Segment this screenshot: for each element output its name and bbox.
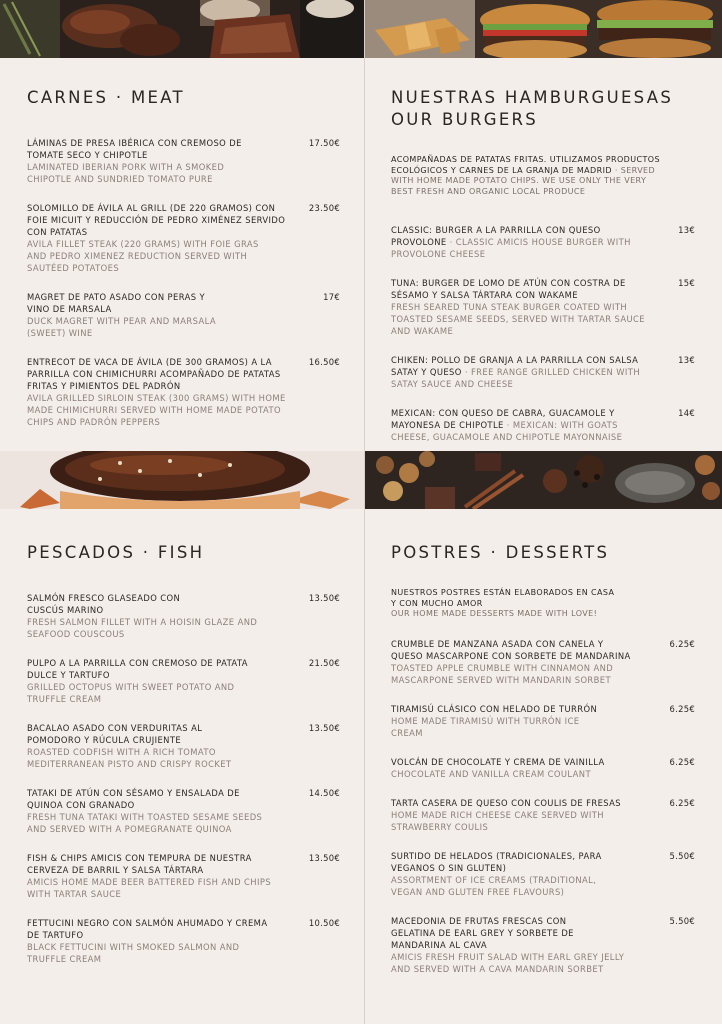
item-description: HOME MADE RICH CHEESE CAKE SERVED WITH STRAWBERRY COULIS: [391, 809, 605, 832]
desserts-section-title: POSTRES · DESSERTS: [391, 543, 610, 562]
desserts-intro: [391, 588, 621, 620]
item-description: FRESH SALMON FILLET WITH A HOISIN GLAZE AND SEAFOOD COUSCOUS: [27, 617, 258, 639]
menu-item: [27, 657, 340, 705]
item-description: ROASTED CODFISH WITH A RICH TOMATO MEDITERRANEAN PISTO AND CRISPY ROCKET: [27, 747, 232, 769]
intro-spanish: ACOMPAÑADAS DE PATATAS FRITAS. UTILIZAMOS PRODUCTOS ECOLÓGICOS Y CARNES DE LA GRANJA DE MADRID: [391, 155, 660, 175]
item-description: DUCK MAGRET WITH PEAR AND MARSALA (SWEET) WINE: [27, 316, 217, 338]
fish-items: [27, 592, 340, 965]
item-price: 6.25€: [669, 756, 695, 767]
item-name: LÁMINAS DE PRESA IBÉRICA CON CREMOSO DE TOMATE SECO Y CHIPOTLE: [27, 138, 242, 160]
menu-item: [27, 202, 340, 274]
item-separator: ·: [461, 367, 471, 377]
meat-section: [27, 87, 340, 445]
menu-item: [391, 407, 695, 443]
menu-item: [27, 852, 340, 900]
item-combined: [391, 354, 641, 390]
menu-item: [391, 277, 695, 337]
item-name: FISH & CHIPS AMICIS CON TEMPURA DE NUESTRA CERVEZA DE BARRIL Y SALSA TÁRTARA: [27, 853, 252, 875]
item-price: 15€: [678, 278, 695, 288]
item-name: SOLOMILLO DE ÁVILA AL GRILL (DE 220 GRAMOS) CON FOIE MICUIT Y REDUCCIÓN DE PEDRO XIMÉNEZ SERVIDO CON PATATAS: [27, 203, 286, 237]
item-description: CHOCOLATE AND VANILLA CREAM COULANT: [391, 768, 591, 779]
burgers-section-title: [391, 87, 695, 131]
item-price: 6.25€: [669, 638, 695, 649]
menu-item: [391, 850, 695, 898]
burgers-section: [391, 87, 695, 460]
item-price: 17€: [323, 292, 340, 302]
item-description: HOME MADE TIRAMISÚ WITH TURRÓN ICE CREAM: [391, 715, 580, 738]
item-price: 14.50€: [308, 788, 340, 798]
meat-section-title: CARNES · MEAT: [27, 88, 185, 107]
menu-item: [391, 703, 695, 739]
item-description: CLASSIC AMICIS HOUSE BURGER WITH PROVOLONE CHEESE: [391, 237, 631, 259]
menu-item: [391, 915, 695, 975]
item-price: 14€: [678, 408, 695, 418]
item-name: MEXICAN: CON QUESO DE CABRA, GUACAMOLE Y MAYONESA DE CHIPOTLE: [391, 408, 615, 430]
menu-item: [391, 638, 695, 686]
item-price: 13.50€: [308, 723, 340, 733]
intro-separator: ·: [611, 165, 621, 175]
item-separator: ·: [503, 420, 513, 430]
item-description: FRESH TUNA TATAKI WITH TOASTED SESAME SEEDS AND SERVED WITH A POMEGRANATE QUINOA: [27, 812, 263, 834]
item-name: SALMÓN FRESCO GLASEADO CON CUSCÚS MARINO: [27, 593, 181, 615]
menu-item: [27, 592, 340, 640]
menu-item: [27, 137, 340, 185]
item-name: TUNA: BURGER DE LOMO DE ATÚN CON COSTRA DE SÉSAMO Y SALSA TÁRTARA CON WAKAME: [391, 278, 626, 300]
item-separator: ·: [446, 237, 456, 247]
item-price: 16.50€: [308, 357, 340, 367]
menu-item: [391, 354, 695, 390]
item-price: 13€: [678, 225, 695, 235]
item-name: TARTA CASERA DE QUESO CON COULIS DE FRESAS: [391, 797, 621, 808]
fish-section: [27, 542, 340, 982]
item-description: LAMINATED IBERIAN PORK WITH A SMOKED CHIPOTLE AND SUNDRIED TOMATO PURE: [27, 162, 225, 184]
menu-item: [391, 224, 695, 260]
item-combined: [391, 224, 635, 260]
fish-photo-banner: [0, 451, 364, 509]
item-name: PULPO A LA PARRILLA CON CREMOSO DE PATATA DULCE Y TARTUFO: [27, 658, 248, 680]
column-divider: [364, 0, 365, 1024]
item-price: 6.25€: [669, 797, 695, 808]
menu-item: [27, 356, 340, 428]
burgers-title-line-1: NUESTRAS HAMBURGUESAS: [391, 88, 674, 107]
item-name: MAGRET DE PATO ASADO CON PERAS Y VINO DE MARSALA: [27, 292, 205, 314]
item-description: AVILA GRILLED SIRLOIN STEAK (300 GRAMS) WITH HOME MADE CHIMICHURRI SERVED WITH HOME MADE POTATO CHIPS AND PADRÓN PEPPERS: [27, 393, 286, 427]
item-name: VOLCÁN DE CHOCOLATE Y CREMA DE VAINILLA: [391, 756, 605, 767]
item-name: TIRAMISÚ CLÁSICO CON HELADO DE TURRÓN: [391, 703, 598, 714]
menu-item: [27, 722, 340, 770]
item-price: 13€: [678, 355, 695, 365]
intro-english: SERVED WITH HOME MADE POTATO CHIPS. WE USE ONLY THE VERY BEST FRESH AND ORGANIC LOCAL PRODUCE: [391, 165, 656, 196]
menu-item: [27, 787, 340, 835]
item-description: AMICIS FRESH FRUIT SALAD WITH EARL GREY JELLY AND SERVED WITH A CAVA MANDARIN SORBET: [391, 951, 625, 974]
item-price: 23.50€: [308, 203, 340, 213]
fish-section-title: PESCADOS · FISH: [27, 543, 205, 562]
item-description: AMICIS HOME MADE BEER BATTERED FISH AND CHIPS WITH TARTAR SAUCE: [27, 877, 272, 899]
item-description: AVILA FILLET STEAK (220 GRAMS) WITH FOIE GRAS AND PEDRO XIMENEZ REDUCTION SERVED WITH SAUTÉED POTATOES: [27, 239, 259, 273]
desserts-section: [391, 542, 695, 992]
item-name: ENTRECOT DE VACA DE ÁVILA (DE 300 GRAMOS) A LA PARRILLA CON CHIMICHURRI ACOMPAÑADO DE PATATAS FRITAS Y PIMIENTOS DEL PADRÓN: [27, 357, 281, 391]
item-price: 21.50€: [308, 658, 340, 668]
burger-photo-banner: [365, 0, 722, 58]
item-price: 13.50€: [308, 593, 340, 603]
item-description: BLACK FETTUCINI WITH SMOKED SALMON AND TRUFFLE CREAM: [27, 942, 240, 964]
item-price: 6.25€: [669, 703, 695, 714]
item-combined: [391, 407, 653, 443]
meat-photo-banner: [0, 0, 364, 58]
menu-item: [27, 291, 340, 339]
item-description: TOASTED APPLE CRUMBLE WITH CINNAMON AND MASCARPONE SERVED WITH MANDARIN SORBET: [391, 662, 614, 685]
item-description: FREE RANGE GRILLED CHICKEN WITH SATAY SAUCE AND CHEESE: [391, 367, 641, 389]
dessert-items: [391, 638, 695, 975]
item-name: BACALAO ASADO CON VERDURITAS AL POMODORO Y RÚCULA CRUJIENTE: [27, 723, 203, 745]
meat-items: [27, 137, 340, 428]
burgers-title-line-2: OUR BURGERS: [391, 110, 539, 129]
item-price: 5.50€: [669, 850, 695, 861]
intro-spanish: NUESTROS POSTRES ESTÁN ELABORADOS EN CASA Y CON MUCHO AMOR: [391, 588, 615, 608]
burgers-intro: [391, 155, 661, 197]
intro-english: OUR HOME MADE DESSERTS MADE WITH LOVE!: [391, 609, 598, 618]
item-description: MEXICAN: WITH GOATS CHEESE, GUACAMOLE AND CHIPOTLE MAYONNAISE: [391, 420, 623, 442]
item-price: 13.50€: [308, 853, 340, 863]
menu-item: [391, 756, 695, 780]
burger-items: [391, 224, 695, 443]
item-description: ASSORTMENT OF ICE CREAMS (TRADITIONAL, VEGAN AND GLUTEN FREE FLAVOURS): [391, 874, 597, 897]
item-description: FRESH SEARED TUNA STEAK BURGER COATED WITH TOASTED SESAME SEEDS, SERVED WITH TARTAR SAUCE AND WAKAME: [391, 302, 645, 336]
item-name: CRUMBLE DE MANZANA ASADA CON CANELA Y QUESO MASCARPONE CON SORBETE DE MANDARINA: [391, 638, 631, 661]
item-price: 17.50€: [308, 138, 340, 148]
item-name: FETTUCINI NEGRO CON SALMÓN AHUMADO Y CREMA DE TARTUFO: [27, 918, 268, 940]
item-name: CLASSIC: BURGER A LA PARRILLA CON QUESO PROVOLONE: [391, 225, 601, 247]
item-price: 5.50€: [669, 915, 695, 926]
item-name: MACEDONIA DE FRUTAS FRESCAS CON GELATINA DE EARL GREY Y SORBETE DE MANDARINA AL CAVA: [391, 915, 574, 950]
item-description: GRILLED OCTOPUS WITH SWEET POTATO AND TRUFFLE CREAM: [27, 682, 235, 704]
item-price: 10.50€: [308, 918, 340, 928]
item-name: TATAKI DE ATÚN CON SÉSAMO Y ENSALADA DE QUINOA CON GRANADO: [27, 788, 240, 810]
item-name: CHIKEN: POLLO DE GRANJA A LA PARRILLA CON SALSA SATAY Y QUESO: [391, 355, 639, 377]
item-name: SURTIDO DE HELADOS (TRADICIONALES, PARA VEGANOS O SIN GLUTEN): [391, 850, 602, 873]
menu-item: [391, 797, 695, 833]
menu-item: [27, 917, 340, 965]
